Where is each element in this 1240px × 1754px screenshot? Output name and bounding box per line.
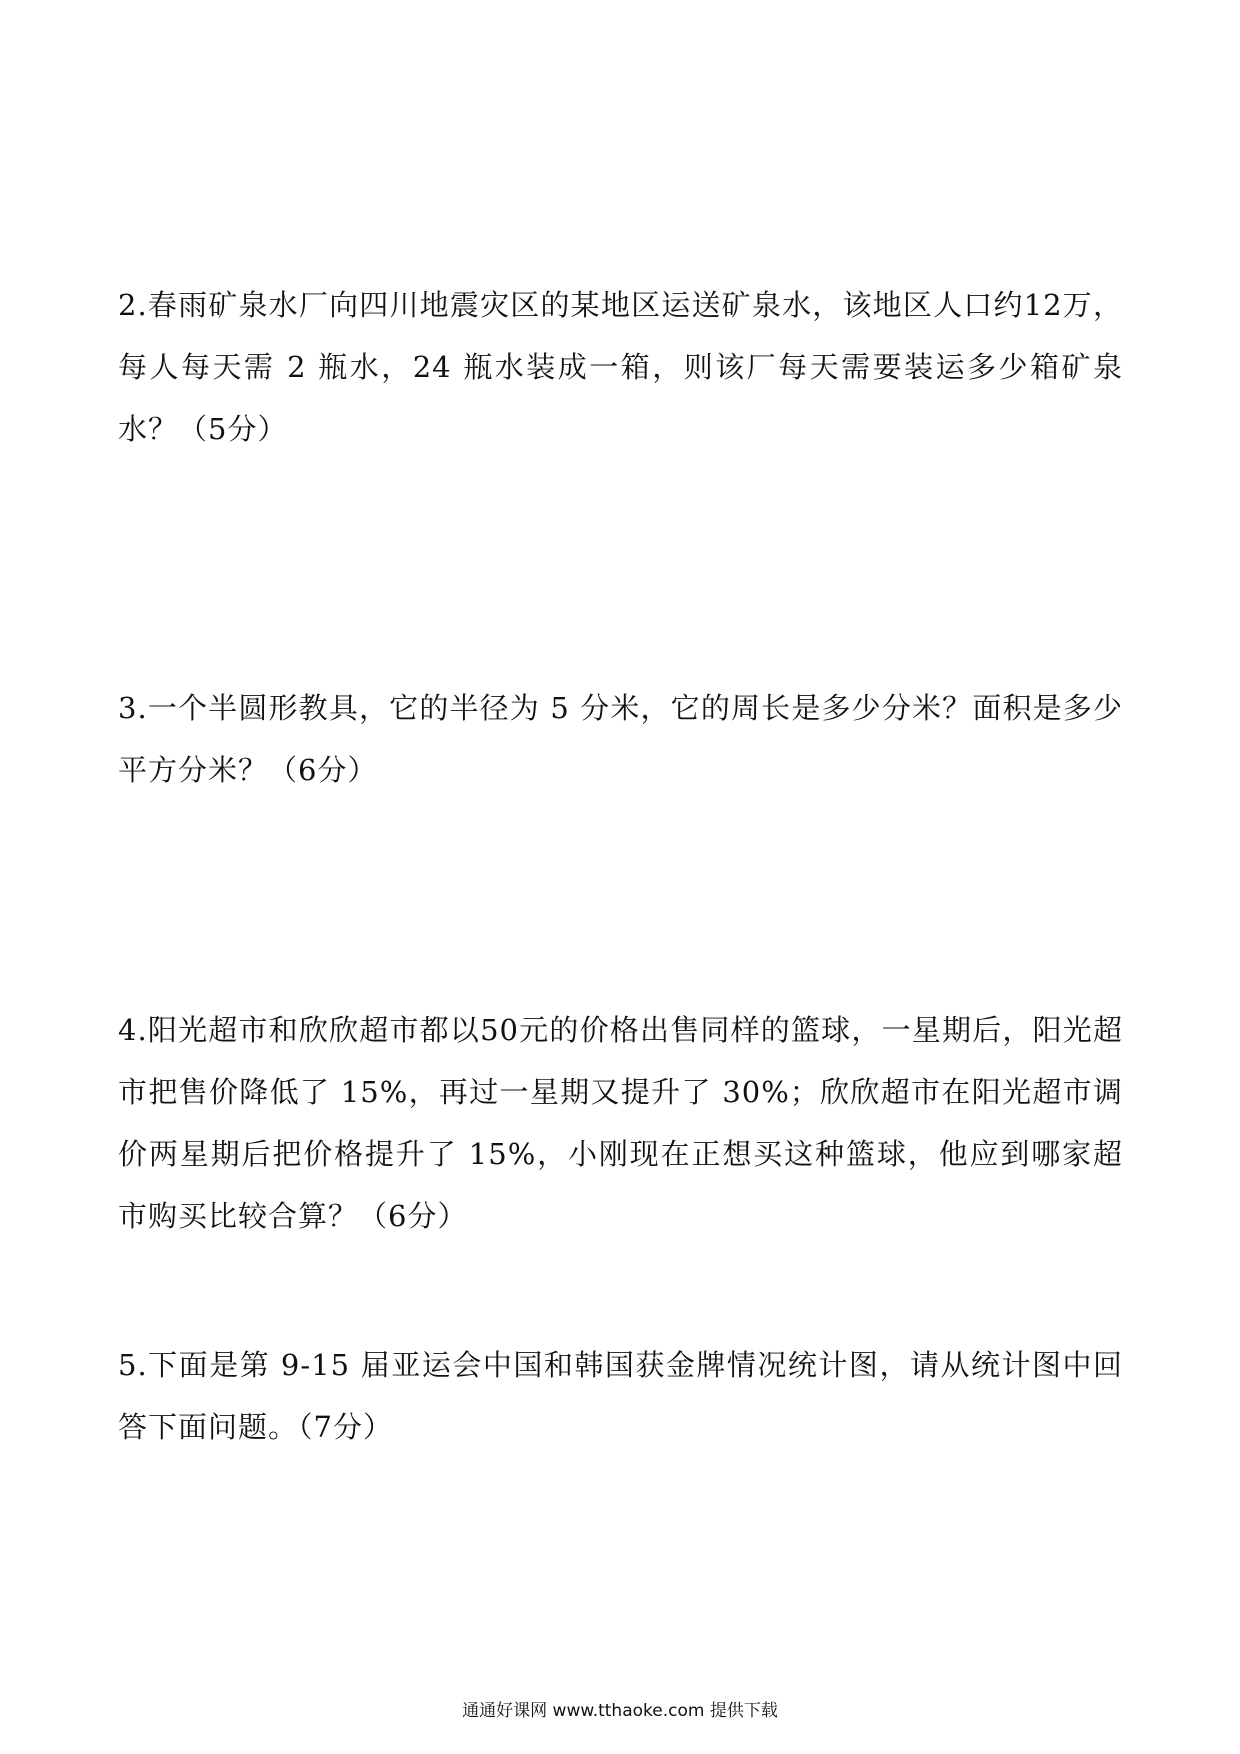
question-4: 4.阳光超市和欣欣超市都以50元的价格出售同样的篮球，一星期后，阳光超市把售价降低了 15%，再过一星期又提升了 30%；欣欣超市在阳光超市调价两星期后把价格提升了 15%，小刚现在正想买这种篮球，他应到哪家超市购买比较合算？（6分） [118, 1013, 1123, 1233]
question-5: 5.下面是第 9-15 届亚运会中国和韩国获金牌情况统计图，请从统计图中回答下面问题。（7分） [118, 1348, 1123, 1444]
question-3: 3.一个半圆形教具，它的半径为 5 分米，它的周长是多少分米？面积是多少平方分米？（6分） [118, 691, 1123, 787]
footer-source-note: 通通好课网 www.tthaoke.com 提供下载 [462, 1701, 778, 1721]
question-2: 2.春雨矿泉水厂向四川地震灾区的某地区运送矿泉水，该地区人口约12万，每人每天需 2 瓶水，24 瓶水装成一箱，则该厂每天需要装运多少箱矿泉水？（5分） [118, 288, 1123, 446]
